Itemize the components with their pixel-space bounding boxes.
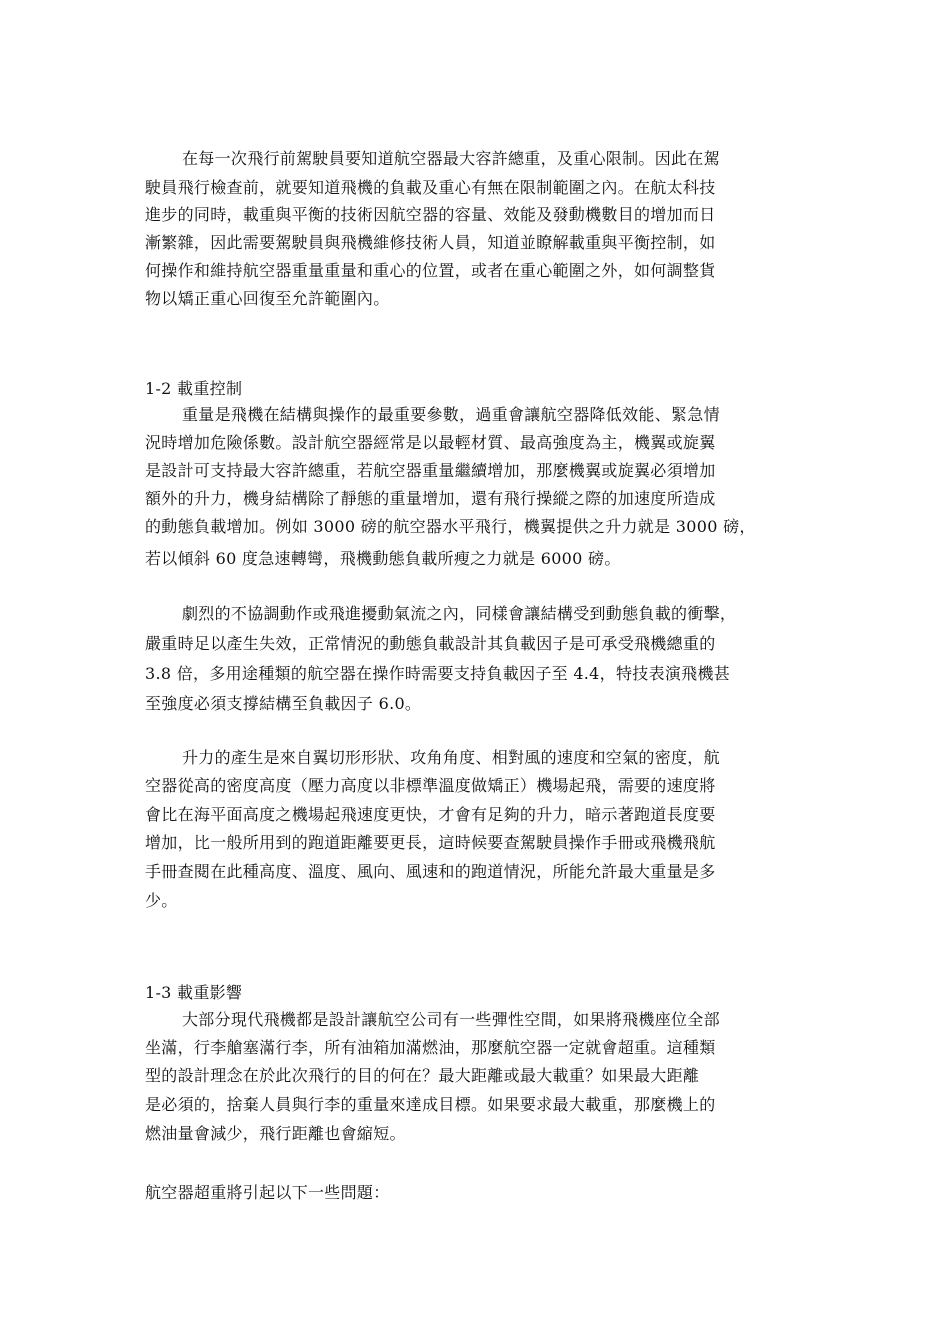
- intro-line: 何操作和維持航空器重量重量和重心的位置，或者在重心範圍之外，如何調整貨: [145, 261, 716, 280]
- paragraph-line: 的動態負載增加。例如 3000 磅的航空器水平飛行，機翼提供之升力就是 3000 磅，: [145, 517, 756, 536]
- intro-line: 進步的同時，載重與平衡的技術因航空器的容量、效能及發動機數目的增加而日: [145, 205, 716, 224]
- paragraph-line: 劇烈的不協調動作或飛進擾動氣流之內，同樣會讓結構受到動態負載的衝擊，: [182, 604, 737, 623]
- paragraph-line: 手冊查閱在此種高度、溫度、風向、風速和的跑道情況，所能允許最大重量是多: [145, 862, 716, 881]
- paragraph-line: 是設計可支持最大容許總重，若航空器重量繼續增加，那麼機翼或旋翼必須增加: [145, 461, 716, 480]
- paragraph-line: 是必須的，捨棄人員與行李的重量來達成目標。如果要求最大載重，那麼機上的: [145, 1095, 716, 1114]
- paragraph-line: 嚴重時足以產生失效，正常情況的動態負載設計其負載因子是可承受飛機總重的: [145, 634, 716, 653]
- paragraph-line: 重量是飛機在結構與操作的最重要參數，過重會讓航空器降低效能、緊急情: [182, 405, 720, 424]
- section-heading-1-3: 1-3 載重影響: [145, 983, 243, 1002]
- paragraph-line: 增加，比一般所用到的跑道距離要更長，這時候要查駕駛員操作手冊或飛機飛航: [145, 833, 716, 852]
- paragraph-line: 額外的升力，機身結構除了靜態的重量增加，還有飛行操縱之際的加速度所造成: [145, 489, 716, 508]
- paragraph-line: 燃油量會減少，飛行距離也會縮短。: [145, 1124, 406, 1143]
- intro-line: 漸繁雜，因此需要駕駛員與飛機維修技術人員，知道並瞭解載重與平衡控制，如: [145, 233, 716, 252]
- paragraph-line: 大部分現代飛機都是設計讓航空公司有一些彈性空間，如果將飛機座位全部: [182, 1010, 720, 1029]
- intro-line: 駛員飛行檢查前，就要知道飛機的負載及重心有無在限制範圍之內。在航太科技: [145, 178, 716, 197]
- paragraph-line: 少。: [145, 891, 178, 910]
- paragraph-line: 升力的產生是來自翼切形形狀、攻角角度、相對風的速度和空氣的密度，航: [182, 748, 720, 767]
- paragraph-line: 型的設計理念在於此次飛行的目的何在？最大距離或最大載重？如果最大距離: [145, 1066, 700, 1085]
- section-heading-1-2: 1-2 載重控制: [145, 379, 243, 398]
- paragraph-line: 3.8 倍，多用途種類的航空器在操作時需要支持負載因子至 4.4，特技表演飛機甚: [145, 664, 731, 683]
- paragraph-line: 空器從高的密度高度（壓力高度以非標準溫度做矯正）機場起飛，需要的速度將: [145, 776, 716, 795]
- intro-line: 在每一次飛行前駕駛員要知道航空器最大容許總重，及重心限制。因此在駕: [182, 149, 720, 168]
- paragraph-line: 坐滿，行李艙塞滿行李，所有油箱加滿燃油，那麼航空器一定就會超重。這種類: [145, 1038, 716, 1057]
- paragraph-line: 會比在海平面高度之機場起飛速度更快，才會有足夠的升力，暗示著跑道長度要: [145, 805, 716, 824]
- paragraph-line: 航空器超重將引起以下一些問題：: [145, 1183, 390, 1202]
- paragraph-line: 況時增加危險係數。設計航空器經常是以最輕材質、最高強度為主，機翼或旋翼: [145, 433, 716, 452]
- intro-line: 物以矯正重心回復至允許範圍內。: [145, 289, 390, 308]
- paragraph-line: 至強度必須支撐結構至負載因子 6.0。: [145, 694, 422, 713]
- paragraph-line: 若以傾斜 60 度急速轉彎，飛機動態負載所瘦之力就是 6000 磅。: [145, 549, 621, 568]
